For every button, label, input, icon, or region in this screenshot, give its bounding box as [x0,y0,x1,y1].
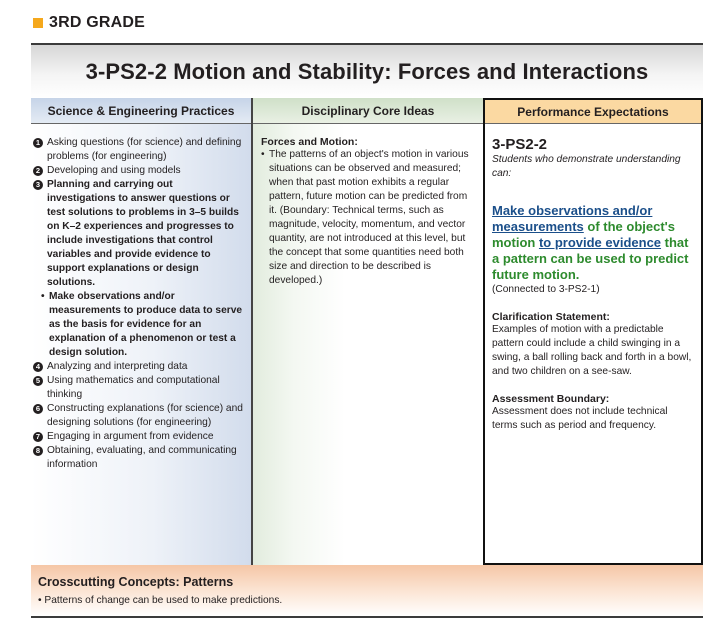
clarification-text: Examples of motion with a predictable pattern could include a child swinging in a swing, a ball rolling back and forth in a bowl, and two children on a see-saw. [492,324,692,377]
pe-column [483,98,703,565]
assessment-text: Assessment does not include technical terms such as period and frequency. [492,406,668,431]
sep-item-text: Analyzing and interpreting data [47,361,188,372]
bullet-icon: • [41,291,45,302]
sep-item-1 [33,136,243,164]
sep-item-text: Obtaining, evaluating, and communicating information [47,445,237,470]
grade-square-icon [33,18,43,28]
page-title: 3-PS2-2 Motion and Stability: Forces and Interactions [85,58,649,84]
bullet-icon: • [38,595,45,606]
sep-list [33,136,243,472]
bottom-rule [31,616,703,618]
sep-item-8 [33,444,243,472]
sep-item-text: Using mathematics and computational thinking [47,375,220,400]
pe-statement-part-1: Make observations and/or measurements [492,203,653,234]
sep-item-5 [33,374,243,402]
grade-label [33,14,145,32]
number-8-icon: 8 [33,446,43,456]
sep-item-text: Asking questions (for science) and defining problems (for engineering) [47,137,242,162]
crosscutting-box [31,565,703,616]
pe-statement [492,203,693,283]
sep-item-text: Engaging in argument from evidence [47,431,214,442]
grade-text: 3RD GRADE [49,14,146,31]
pe-statement-part-2: of the object's motion [492,219,675,250]
bullet-icon: • [261,149,265,160]
number-1-icon: 1 [33,138,43,148]
pe-code: 3-PS2-2 [492,136,548,153]
dci-column [253,124,483,565]
sep-item-3 [33,178,243,290]
pe-statement-part-3: to provide evidence [538,235,662,250]
dci-subheading: Forces and Motion: [261,136,358,148]
sep-sub-bullet [41,290,243,360]
clarification-heading: Clarification Statement: [492,311,610,323]
sep-item-text: Developing and using models [47,165,181,176]
crosscutting-text: Patterns of change can be used to make predictions. [44,595,283,606]
sep-item-7 [33,430,243,444]
crosscutting-bullet [38,595,282,606]
number-4-icon: 4 [33,362,43,372]
title-bar [31,45,703,98]
dci-heading: Disciplinary Core Ideas [253,98,483,124]
sep-item-2 [33,164,243,178]
pe-connected: (Connected to 3-PS2-1) [492,284,600,295]
sep-sub-bullet-text: Make observations and/or measurements to produce data to serve as the basis for evidence for an explanation of a phenomenon or test a design solution. [49,291,243,358]
assessment-heading: Assessment Boundary: [492,393,610,405]
number-3-icon: 3 [33,180,43,190]
pe-statement-part-4: that a pattern can be used to predict future motion. [492,235,689,282]
sep-column [31,124,251,565]
pe-heading: Performance Expectations [485,100,701,124]
sep-item-6 [33,402,243,430]
sep-heading: Science & Engineering Practices [31,98,251,124]
dci-bullet [261,148,473,288]
sep-item-text: Planning and carrying out investigations to answer questions or test solutions to problems in 3–5 builds on K–2 experiences and progresses to include investigations that control variables and provide evidence to support explanations or design solutions. [47,179,239,288]
number-7-icon: 7 [33,432,43,442]
number-5-icon: 5 [33,376,43,386]
standards-columns [31,98,703,565]
dci-text: The patterns of an object's motion in various situations can be observed and measured; when that past motion exhibits a regular pattern, future motion can be predicted from it. (Boundary: Technical terms, such as magnitude, velocity, momentum, and vector quantity, are not introduced at this level, but the concept that some quantities need both size and direction to be described is developed.) [269,149,469,286]
sep-item-4 [33,360,243,374]
pe-content [485,124,701,433]
pe-intro: Students who demonstrate understanding can: [492,154,681,179]
sep-item-text: Constructing explanations (for science) and designing solutions (for engineering) [47,403,243,428]
crosscutting-heading: Crosscutting Concepts: Patterns [38,575,234,589]
number-6-icon: 6 [33,404,43,414]
number-2-icon: 2 [33,166,43,176]
